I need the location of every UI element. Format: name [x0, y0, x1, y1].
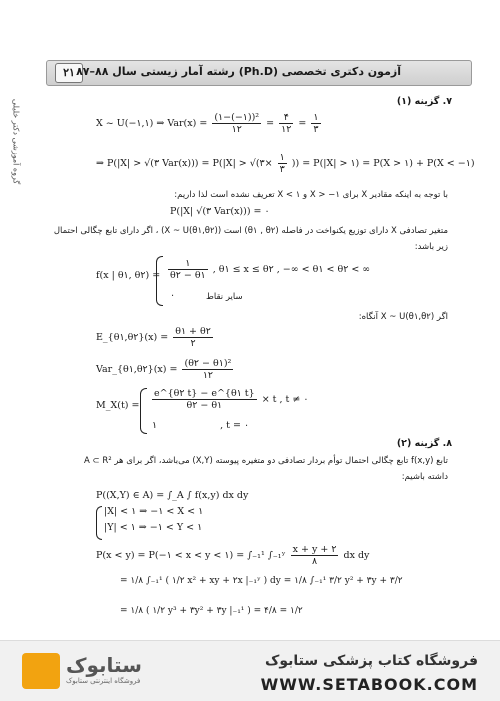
book-logo-icon — [22, 653, 60, 689]
q7-pdf-lhs: f(x | θ۱, θ۲) = — [96, 270, 161, 281]
system-brace — [96, 506, 102, 540]
q7-mgf-case1: $\frac{e\^{}\{\theta ۲ t\} - e\^{}\{\theta ۱ t\}}{\theta ۲ - \theta ۱}$ × t , t ≠ ۰ — [154, 388, 309, 411]
side-note-text: گروه آموزشی دکتر خلیلی — [11, 98, 21, 185]
page-title: آزمون دکتری تخصصی (Ph.D) رشته آمار زیستی سال ۸۸–۸۷ — [76, 65, 401, 78]
q7-text1: با توجه به اینکه مقادیر X برای ۱− < X و ۱ > X تعریف نشده است لذا داریم: — [174, 190, 448, 200]
q7-mgf-lhs: M_X(t) = — [96, 400, 140, 411]
q7-eq3: P(|X| √(۳ Var(x))) = ۰ — [170, 206, 270, 217]
q8-eq2: P(x < y) = P(−۱ < x < y < ۱) = ∫₋₁¹ ∫₋₁ʸ $\frac{x + y + ۲}{۸}$ dx dy — [96, 544, 370, 567]
q7-text2: متغیر تصادفی X دارای توزیع یکنواخت در فاصله (θ۱ , θ۲) است (X ~ U(θ۱,θ۲)) ، اگر دارای تابع چگالی احتمال — [53, 226, 448, 236]
q8-eq3: = ۱/۸ ∫₋₁¹ ( ۱/۲ x² + xy + ۲x |₋₁ʸ ) dy = ۱/۸ ∫₋₁¹ ۳/۲ y² + ۳y + ۳/۲ — [120, 576, 403, 586]
pdf-brace — [156, 256, 163, 306]
q8-text1: تابع f(x,y) تابع چگالی احتمال توأم بردار تصادفی دو متغیره پیوسته (X,Y) می‌باشد، اگر برای هر A ⊂ R² — [83, 456, 448, 466]
q7-pdf-case2: ۰ — [170, 290, 176, 301]
q7-mgf-case2: ۱ , t = ۰ — [152, 420, 250, 431]
q8-text2: داشته باشیم: — [401, 472, 448, 482]
setabook-logo — [22, 653, 172, 689]
logo-subtitle: فروشگاه اینترنتی ستابوک — [66, 677, 141, 685]
q8-eq1: P((X,Y) ∈ A) = ∫_A ∫ f(x,y) dx dy — [96, 490, 249, 501]
q8-heading: ۸. گزینه (۲) — [396, 438, 452, 449]
q7-pdf-case2-cond: سایر نقاط — [206, 292, 243, 302]
logo-brand: ستابوک — [66, 653, 142, 677]
q7-pdf-case1: $\frac{۱}{\theta ۲ - \theta ۱}$ , θ۱ ≤ x ≤ θ۲ , −∞ < θ۱ < θ۲ < ∞ — [170, 258, 371, 281]
q8-eq4: = ۱/۸ ( ۱/۲ y³ + ۳y² + ۳y |₋₁¹ ) = ۴/۸ = ۱/۲ — [120, 606, 303, 616]
page-header — [46, 60, 472, 86]
mgf-brace — [140, 388, 147, 434]
q7-text4: اگر (X ~ U(θ۱,θ۲ آنگاه: — [358, 312, 448, 322]
q8-sys1: |X| < ۱ ⇒ −۱ < X < ۱ — [104, 506, 204, 517]
shop-name: فروشگاه کتاب پزشکی ستابوک — [265, 653, 478, 669]
q7-var: Var_{θ۱,θ۲}(x) = $\frac{\text{(θ۲ − θ۱)²}}{۱۲}$ — [96, 358, 232, 381]
footer-banner — [0, 640, 500, 701]
q7-text3: زیر باشد: — [414, 242, 448, 252]
page-number: ۲۱ — [55, 63, 83, 83]
q7-eq1: X ~ U(−۱,۱) ⇒ Var(x) = $\frac{\text{(۱−(−۱))²}}{۱۲}$ = $\frac{۴}{۱۲}$ = $\frac{۱}{۳}$ — [96, 112, 319, 135]
side-note — [6, 92, 26, 202]
q7-heading: ۷. گزینه (۱) — [396, 96, 452, 107]
q8-sys2: |Y| < ۱ ⇒ −۱ < Y < ۱ — [104, 522, 203, 533]
q7-eq2: ⇒ P(|X| > √(۳ Var(x))) = P(|X| > √(۳× $\frac{۱}{۳}$ )) = P(|X| > ۱) = P(X > ۱) + P(X < −۱) — [96, 152, 475, 175]
q7-mean: E_{θ۱,θ۲}(x) = $\frac{\theta ۱ + \theta ۲}{۲}$ — [96, 326, 211, 349]
website-url[interactable]: WWW.SETABOOK.COM — [260, 675, 478, 694]
